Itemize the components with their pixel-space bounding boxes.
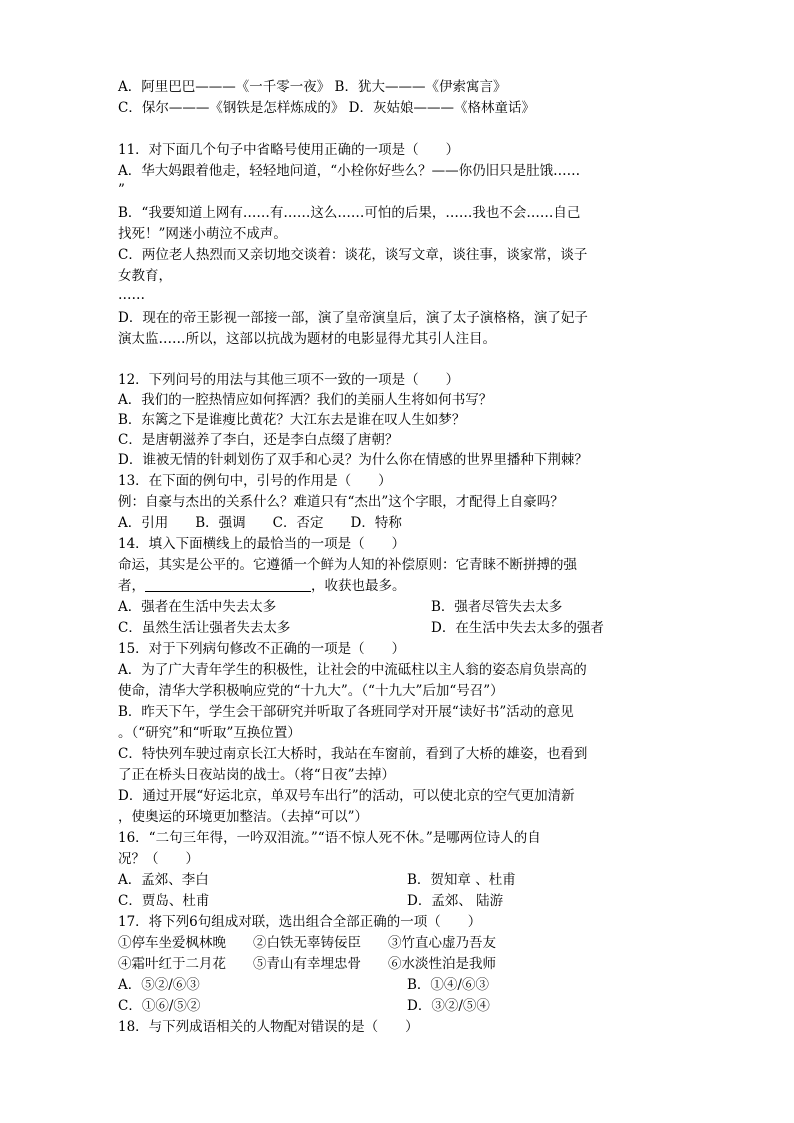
q17-option-c: C．①⑥/⑤② xyxy=(118,998,201,1014)
q15-option-c-cont: 了正在桥头日夜站岗的战士。（将“日夜”去掉） xyxy=(118,767,396,783)
q14-stem: 14．填入下面横线上的最恰当的一项是（ ） xyxy=(118,536,406,552)
q16-option-c: C．贾岛、杜甫 xyxy=(118,893,210,909)
q17-sentences-row1: ①停车坐爱枫林晚 ②白铁无辜铸佞臣 ③竹直心虚乃吾友 xyxy=(118,935,496,951)
q17-option-a: A．⑤②/⑥③ xyxy=(118,977,200,993)
q11-option-d: D．现在的帝王影视一部接一部，演了皇帝演皇后，演了太子演格格，演了妃子 xyxy=(118,310,588,326)
q17-sentences-row2: ④霜叶红于二月花 ⑤青山有幸埋忠骨 ⑥水淡性泊是我师 xyxy=(118,956,496,972)
q15-option-a-cont: 使命，清华大学积极响应党的“十九大”。（“十九大”后加“号召”） xyxy=(118,683,504,699)
q16-option-b: B．贺知章 、杜甫 xyxy=(407,872,516,888)
q15-option-a: A．为了广大青年学生的积极性，让社会的中流砥柱以主人翁的姿态肩负崇高的 xyxy=(118,662,587,678)
q14-option-a: A．强者在生活中失去太多 xyxy=(118,599,277,615)
q10-options-cd: C．保尔———《钢铁是怎样炼成的》 D．灰姑娘———《格林童话》 xyxy=(118,100,535,116)
q13-stem: 13．在下面的例句中，引号的作用是（ ） xyxy=(118,473,392,489)
q15-option-d: D．通过开展“好运北京，单双号车出行”的活动，可以使北京的空气更加清新 xyxy=(118,788,575,804)
q14-option-c: C．虽然生活让强者失去太多 xyxy=(118,620,291,636)
q16-option-a: A．孟郊、李白 xyxy=(118,872,209,888)
q14-passage-line2 xyxy=(118,576,406,597)
q10-options-ab: A．阿里巴巴———《一千零一夜》 B．犹大———《伊索寓言》 xyxy=(118,79,507,95)
q14-passage-line1: 命运，其实是公平的。它遵循一个鲜为人知的补偿原则：它青睐不断拼搏的强 xyxy=(118,557,577,573)
q15-option-c: C．特快列车驶过南京长江大桥时，我站在车窗前，看到了大桥的雄姿，也看到 xyxy=(118,746,588,762)
q12-option-b: B．东篱之下是谁瘦比黄花？大江东去是谁在叹人生如梦？ xyxy=(118,412,466,428)
q18-stem: 18．与下列成语相关的人物配对错误的是（ ） xyxy=(118,1019,419,1035)
q11-option-c-cont: 女教育， xyxy=(118,268,172,284)
q15-stem: 15．对于下列病句修改不正确的一项是（ ） xyxy=(118,641,406,657)
q16-stem-cont: 况？（ ） xyxy=(118,851,199,867)
q11-option-a: A．华大妈跟着他走，轻轻地问道，“小栓你好些么？——你仍旧只是肚饿…… xyxy=(118,163,581,179)
q16-stem: 16．“二句三年得，一吟双泪流。”“语不惊人死不休。”是哪两位诗人的自 xyxy=(118,830,541,846)
q12-option-a: A．我们的一腔热情应如何挥洒？我们的美丽人生将如何书写？ xyxy=(118,392,493,408)
q14-option-d: D．在生活中失去太多的强者 xyxy=(431,620,604,636)
q13-options: A．引用 B．强调 C．否定 D．特称 xyxy=(118,515,402,531)
q17-stem: 17．将下列6句组成对联，选出组合全部正确的一项（ ） xyxy=(118,914,482,930)
q11-option-b-cont: 找死！”网迷小萌泣不成声。 xyxy=(118,226,287,242)
q13-example: 例：自豪与杰出的关系什么？难道只有“杰出”这个字眼，才配得上自豪吗？ xyxy=(118,494,564,510)
q11-option-a-cont: ” xyxy=(118,182,125,198)
q14-passage-before: 者， xyxy=(118,578,145,594)
q11-option-d-cont: 演太监……所以，这部以抗战为题材的电影显得尤其引人注目。 xyxy=(118,331,496,347)
q15-option-d-cont: ，使奥运的环境更加整洁。（去掉“可以”） xyxy=(118,809,369,825)
q15-option-b: B．昨天下午，学生会干部研究并听取了各班同学对开展“读好书”活动的意见 xyxy=(118,704,574,720)
q11-option-c: C．两位老人热烈而又亲切地交谈着：谈花，谈写文章，谈往事，谈家常，谈子 xyxy=(118,247,588,263)
q14-fill-blank xyxy=(145,577,311,592)
q14-passage-after: ，收获也最多。 xyxy=(311,578,406,594)
q11-option-b: B．“我要知道上网有……有……这么……可怕的后果，……我也不会……自己 xyxy=(118,205,581,221)
q11-stem: 11．对下面几个句子中省略号使用正确的一项是（ ） xyxy=(118,142,460,158)
q14-option-b: B．强者尽管失去太多 xyxy=(431,599,563,615)
q16-option-d: D．孟郊、 陆游 xyxy=(407,893,504,909)
q12-option-d: D．谁被无情的针刺划伤了双手和心灵？为什么你在情感的世界里播种下荆棘？ xyxy=(118,452,588,468)
q17-option-b: B．①④/⑥③ xyxy=(407,977,489,993)
q12-option-c: C．是唐朝滋养了李白，还是李白点缀了唐朝？ xyxy=(118,432,399,448)
q11-option-c-ellipsis: …… xyxy=(118,287,145,303)
q15-option-b-cont: 。（“研究”和“听取”互换位置） xyxy=(118,725,301,741)
q17-option-d: D．③②/⑤④ xyxy=(407,998,490,1014)
q12-stem: 12．下列问号的用法与其他三项不一致的一项是（ ） xyxy=(118,372,460,388)
